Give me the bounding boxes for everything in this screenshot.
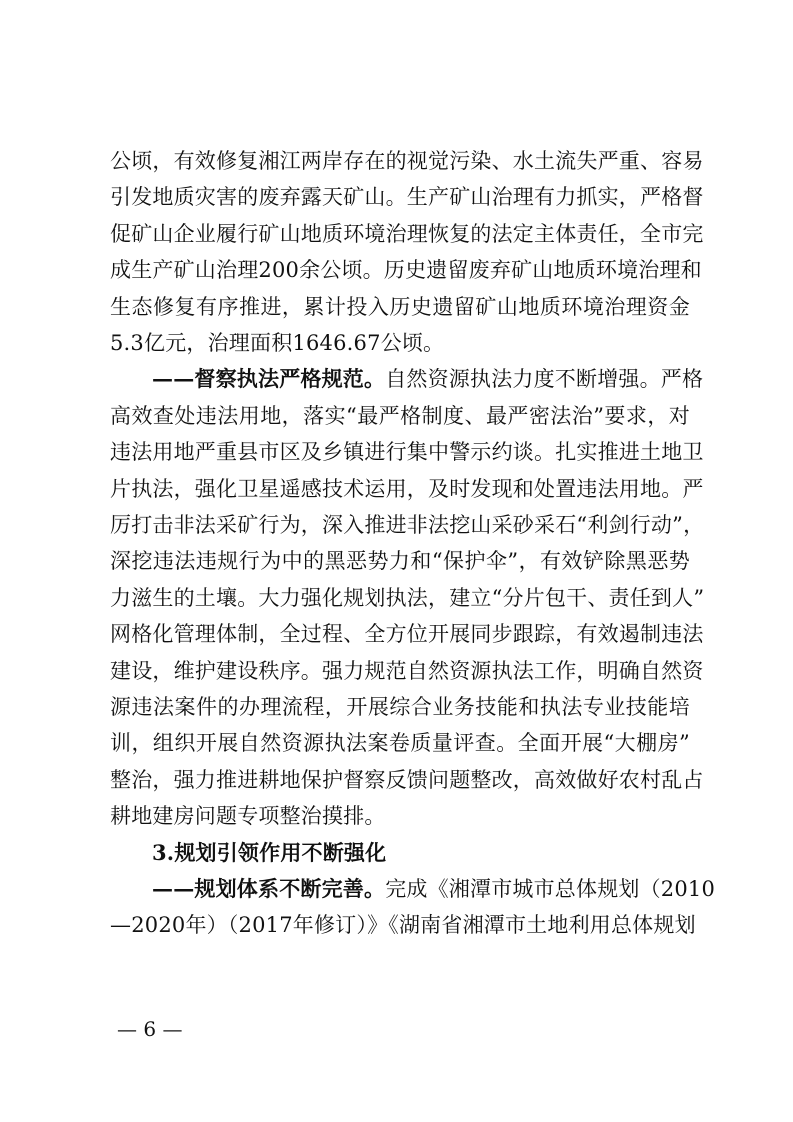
body-text-run: 建设，维护建设秩序。强力规范自然资源执法工作，明确自然资 [110, 658, 704, 683]
body-text-run: 片执法，强化卫星遥感技术运用，及时发现和处置违法用地。严 [110, 476, 704, 501]
paragraph-line [110, 584, 705, 612]
paragraph-line [152, 365, 704, 393]
body-text-run: 公顷，有效修复湘江两岸存在的视觉污染、水土流失严重、容易 [110, 149, 704, 173]
paragraph-line [110, 147, 704, 175]
body-text-run: 耕地建房问题专项整治摸排。 [110, 804, 386, 829]
paragraph-line [110, 402, 690, 430]
paragraph-line [110, 438, 704, 466]
paragraph-line [152, 839, 690, 867]
paragraph-line [110, 511, 705, 539]
paragraph-line [110, 293, 690, 321]
paragraph-line [110, 766, 704, 794]
paragraph-line [152, 875, 716, 903]
body-text-run: 5.3亿元，治理面积1646.67公顷。 [110, 331, 445, 355]
paragraph-line [110, 693, 690, 721]
paragraph-line [110, 802, 690, 830]
body-text-run: 整治，强力推进耕地保护督察反馈问题整改，高效做好农村乱占 [110, 767, 704, 792]
body-text-run: —2020年）（2017年修订）》《湖南省湘潭市土地利用总体规划 [110, 913, 696, 938]
body-text-run: 深挖违法违规行为中的黑恶势力和“保护伞”，有效铲除黑恶势 [110, 549, 690, 574]
paragraph-line [110, 911, 696, 939]
body-text-run: 力滋生的土壤。大力强化规划执法，建立“分片包干、责任到人” [110, 585, 705, 610]
body-text-run: 训，组织开展自然资源执法案卷质量评查。全面开展“大棚房” [110, 731, 690, 756]
body-text-run: 生态修复有序推进，累计投入历史遗留矿山地质环境治理资金 [110, 294, 690, 319]
body-text-run: 引发地质灾害的废弃露天矿山。生产矿山治理有力抓实，严格督 [110, 185, 704, 210]
bold-heading-text: 3.规划引领作用不断强化 [152, 839, 387, 865]
body-text-run: 网格化管理体制，全过程、全方位开展同步跟踪，有效遏制违法 [110, 622, 704, 647]
paragraph-line [110, 547, 690, 575]
body-text-run: 完成《湘潭市城市总体规划（2010 [385, 877, 716, 901]
bold-heading-text: ——规划体系不断完善。 [152, 876, 386, 901]
body-text-run: 源违法案件的办理流程，开展综合业务技能和执法专业技能培 [110, 695, 690, 719]
paragraph-line [110, 620, 704, 648]
paragraph-line [110, 329, 690, 357]
body-text-run: 自然资源执法力度不断增强。严格 [385, 367, 704, 392]
paragraph-line [110, 475, 704, 503]
body-text-run: 违法用地严重县市区及乡镇进行集中警示约谈。扎实推进土地卫 [110, 440, 704, 465]
paragraph-line [110, 729, 690, 757]
body-text-run: 厉打击非法采矿行为，深入推进非法挖山采砂采石“利剑行动”， [110, 513, 705, 537]
paragraph-line [110, 220, 704, 248]
bold-heading-text: ——督察执法严格规范。 [152, 366, 386, 392]
paragraph-line [110, 183, 704, 211]
body-text-run: 成生产矿山治理200余公顷。历史遗留废弃矿山地质环境治理和 [110, 258, 702, 283]
body-text-run: 促矿山企业履行矿山地质环境治理恢复的法定主体责任，全市完 [110, 221, 704, 246]
body-text-run: 高效查处违法用地，落实“最严格制度、最严密法治”要求，对 [110, 403, 690, 428]
paragraph-line [110, 657, 704, 685]
paragraph-line [110, 256, 702, 284]
page-number: — 6 — [117, 1017, 183, 1041]
